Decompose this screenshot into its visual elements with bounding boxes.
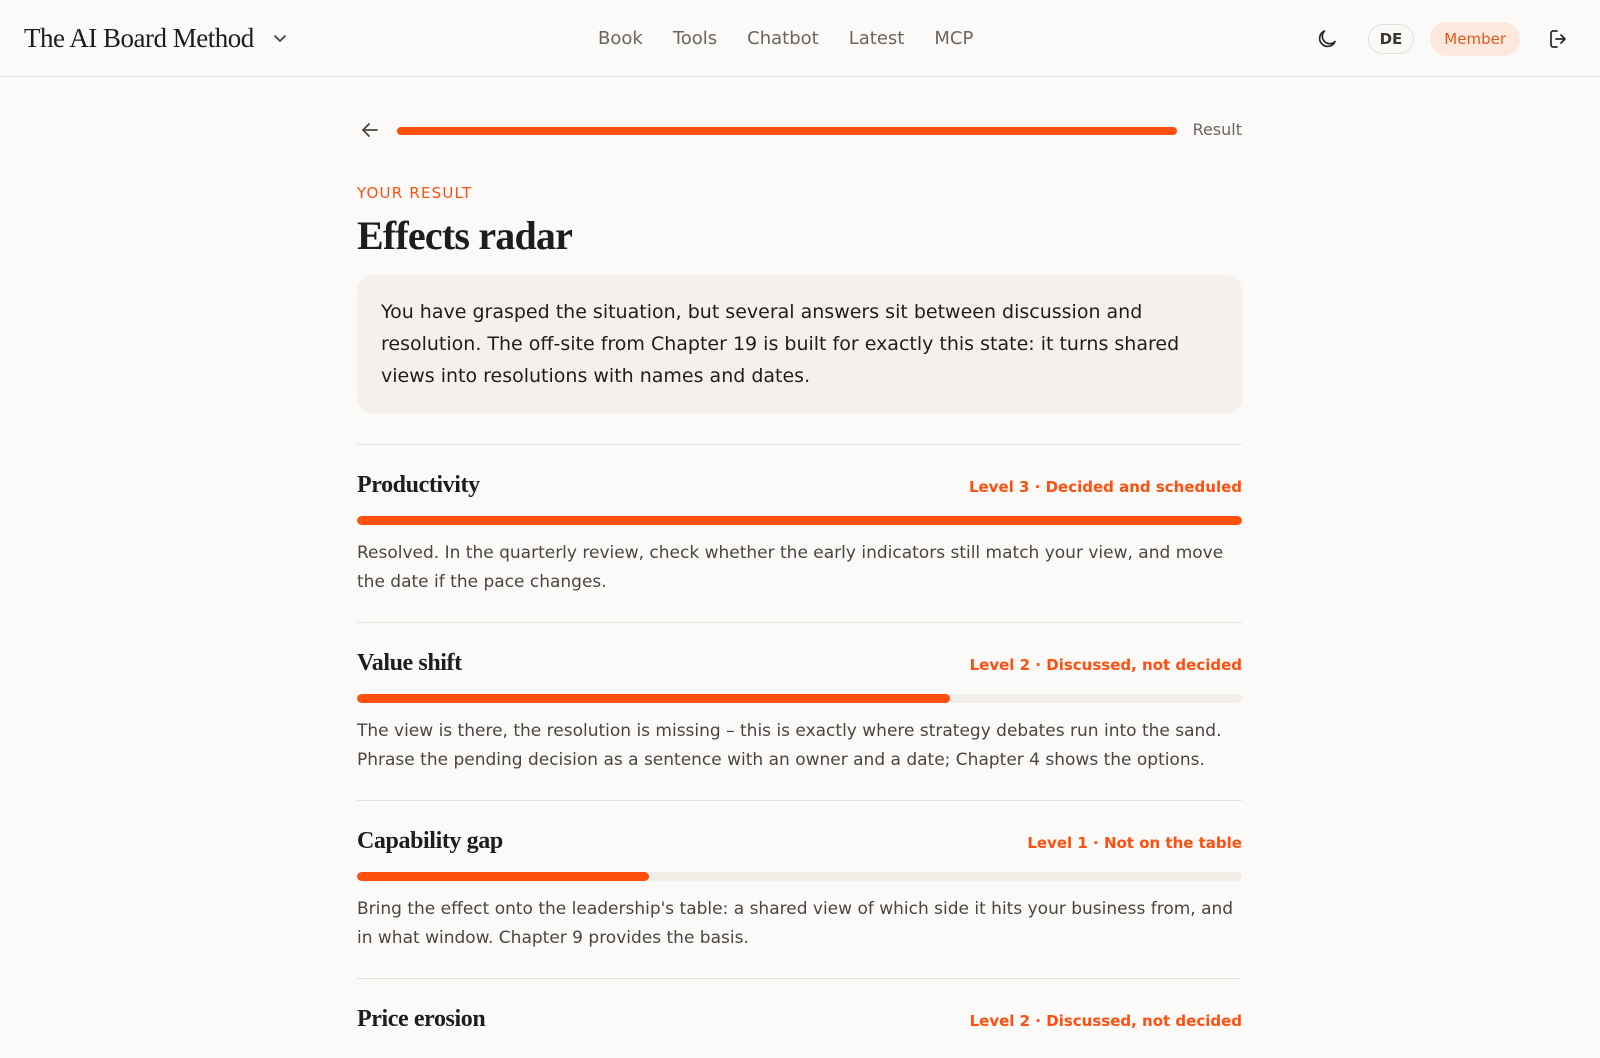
member-badge[interactable]: Member bbox=[1430, 22, 1520, 56]
effect-item-value-shift bbox=[357, 623, 1242, 801]
page-title: Effects radar bbox=[357, 213, 573, 258]
header-actions bbox=[1314, 0, 1572, 77]
effect-bar bbox=[357, 694, 1242, 703]
effect-level: Level 3 · Decided and scheduled bbox=[968, 478, 1242, 496]
effect-level: Level 2 · Discussed, not decided bbox=[969, 1012, 1242, 1030]
progress-fill bbox=[397, 127, 1177, 135]
logout-icon[interactable] bbox=[1546, 26, 1572, 52]
main-nav bbox=[598, 0, 973, 77]
effect-bar-fill bbox=[357, 516, 1242, 525]
nav-mcp[interactable]: MCP bbox=[934, 28, 974, 49]
main-content bbox=[357, 77, 1242, 1058]
chevron-down-icon[interactable] bbox=[272, 30, 288, 46]
effect-name: Productivity bbox=[357, 472, 480, 498]
progress-label: Result bbox=[1192, 120, 1242, 139]
effect-level: Level 2 · Discussed, not decided bbox=[969, 656, 1242, 674]
progress-row bbox=[357, 77, 1242, 181]
moon-icon[interactable] bbox=[1314, 26, 1340, 52]
effect-description: Resolved. In the quarterly review, check whether the early indicators still match your view, and move the date if the pace changes. bbox=[357, 543, 1224, 592]
result-summary: You have grasped the situation, but several answers sit between discussion and resolution. The off-site from Chapter 19 is built for exactly this state: it turns shared views into resolutions with names and dates. bbox=[357, 275, 1242, 414]
effect-item-price-erosion bbox=[357, 979, 1242, 1058]
nav-tools[interactable]: Tools bbox=[672, 28, 718, 49]
effect-item-productivity bbox=[357, 445, 1242, 623]
effect-bar bbox=[357, 516, 1242, 525]
brand-switcher[interactable] bbox=[24, 23, 288, 54]
progress-bar bbox=[397, 127, 1177, 135]
effect-bar bbox=[357, 872, 1242, 881]
effects-list bbox=[357, 445, 1242, 1058]
brand-title: The AI Board Method bbox=[24, 22, 254, 53]
language-toggle[interactable]: DE bbox=[1368, 24, 1415, 54]
result-eyebrow: YOUR RESULT bbox=[357, 184, 473, 202]
nav-chatbot[interactable]: Chatbot bbox=[747, 28, 819, 49]
nav-latest[interactable]: Latest bbox=[848, 28, 905, 49]
effect-description: Bring the effect onto the leadership's table: a shared view of which side it hits your business from, and in what window. Chapter 9 provides the basis. bbox=[357, 899, 1234, 948]
effect-name: Capability gap bbox=[357, 828, 503, 854]
effect-bar-fill bbox=[357, 694, 950, 703]
effect-name: Price erosion bbox=[357, 1006, 486, 1032]
effect-bar-fill bbox=[357, 872, 649, 881]
back-arrow-icon[interactable] bbox=[359, 119, 381, 141]
effect-level: Level 1 · Not on the table bbox=[1027, 834, 1242, 852]
effect-item-capability-gap bbox=[357, 801, 1242, 979]
effect-name: Value shift bbox=[357, 650, 462, 676]
nav-book[interactable]: Book bbox=[598, 28, 643, 49]
top-header bbox=[0, 0, 1600, 77]
effect-description: The view is there, the resolution is missing – this is exactly where strategy debates run into the sand. Phrase the pending decision as a sentence with an owner and a date; Chapter 4 shows the options. bbox=[357, 721, 1222, 770]
